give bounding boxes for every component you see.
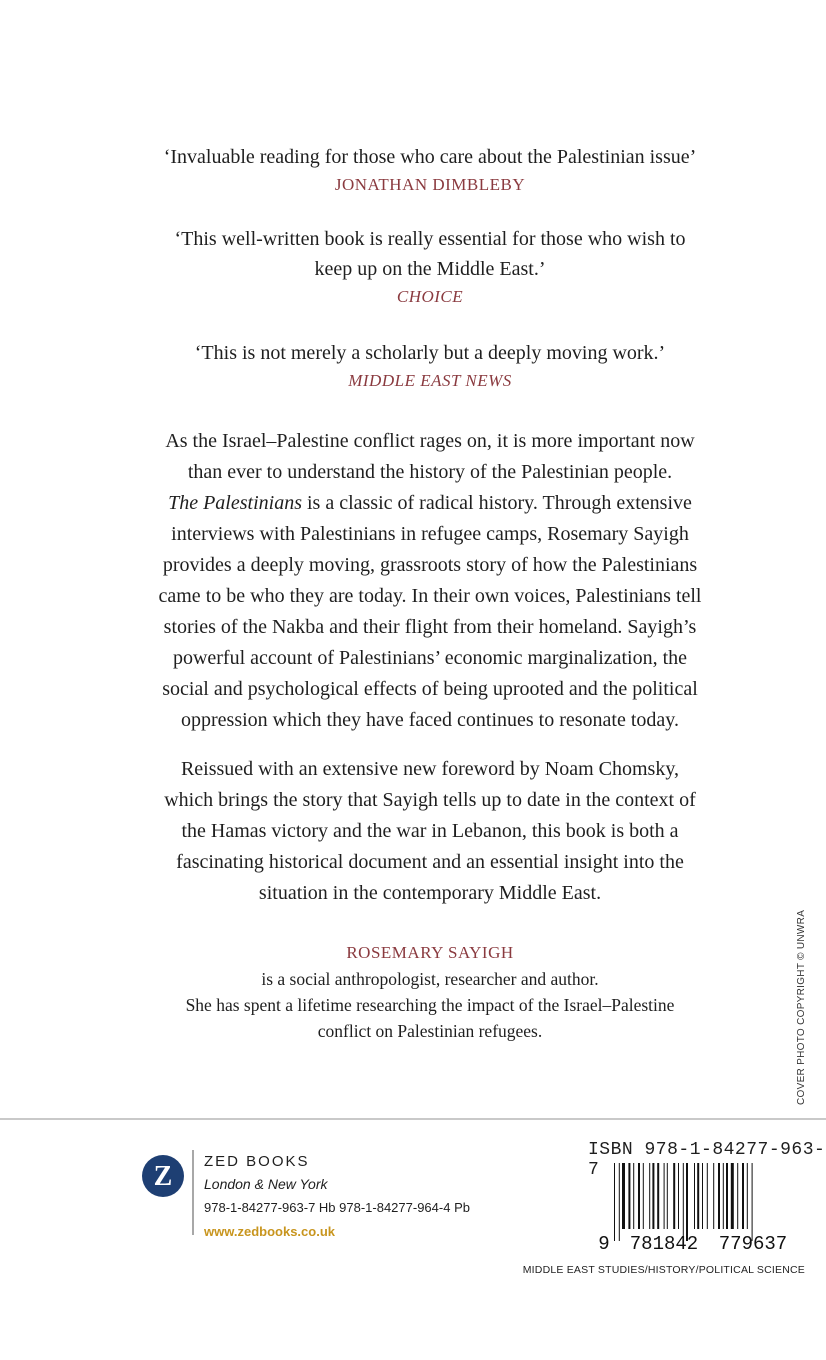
subject-category: MIDDLE EAST STUDIES/HISTORY/POLITICAL SCIENCE xyxy=(522,1264,805,1276)
publisher-info xyxy=(204,1150,470,1242)
text-line: As the Israel–Palestine conflict rages on, it is more important now xyxy=(165,430,695,452)
author-name: ROSEMARY SAYIGH xyxy=(346,943,514,962)
barcode-bar xyxy=(726,1163,728,1229)
text-line: Reissued with an extensive new foreword by Noam Chomsky, xyxy=(180,758,680,780)
barcode-bar xyxy=(697,1163,699,1229)
barcode-bar xyxy=(628,1163,630,1229)
barcode-bar xyxy=(619,1163,620,1241)
bio-line: conflict on Palestinian refugees. xyxy=(317,1021,543,1041)
review-quote-2 xyxy=(100,224,760,310)
barcode-bar xyxy=(643,1163,644,1229)
description-paragraph-2 xyxy=(120,754,740,909)
isbn-label: ISBN 978-1-84277-963-7 xyxy=(588,1140,826,1180)
barcode-bar xyxy=(702,1163,703,1229)
barcode-bar xyxy=(737,1163,738,1229)
barcode-bar xyxy=(713,1163,714,1229)
text-line: oppression which they have faced continues to resonate today. xyxy=(181,709,679,731)
barcode-bar xyxy=(622,1163,625,1229)
barcode-bar xyxy=(731,1163,734,1229)
barcode-bar xyxy=(673,1163,675,1229)
logo-mark xyxy=(142,1155,184,1197)
barcode-bar xyxy=(638,1163,640,1229)
barcode-digits-left: 781842 xyxy=(629,1233,699,1253)
text-line: fascinating historical document and an essential insight into the xyxy=(176,851,684,873)
publisher-city: London & New York xyxy=(204,1176,328,1192)
barcode-bar xyxy=(686,1163,688,1241)
quote-source: CHOICE xyxy=(396,287,464,306)
text-line: stories of the Nakba and their flight from their homeland. Sayigh’s xyxy=(163,616,697,638)
publisher-website: www.zedbooks.co.uk xyxy=(204,1224,335,1239)
text-segment: is a classic of radical history. Through extensive xyxy=(301,492,692,514)
logo-divider xyxy=(192,1150,194,1235)
barcode-bar xyxy=(649,1163,650,1229)
barcode-bars xyxy=(614,1163,753,1241)
barcode-bar xyxy=(614,1163,615,1241)
quote-text: keep up on the Middle East.’ xyxy=(314,258,546,280)
text-line: came to be who they are today. In their own voices, Palestinians tell xyxy=(158,585,702,607)
barcode-bar xyxy=(664,1163,665,1229)
barcode-bar xyxy=(678,1163,679,1229)
barcode-bar xyxy=(752,1163,753,1241)
text-line: which brings the story that Sayigh tells up to date in the context of xyxy=(164,789,696,811)
barcode-bar xyxy=(718,1163,720,1229)
barcode-bar xyxy=(652,1163,654,1229)
barcode-bar xyxy=(707,1163,708,1229)
book-title: The Palestinians xyxy=(168,492,302,514)
text-line: powerful account of Palestinians’ economic marginalization, the xyxy=(172,647,688,669)
publisher-isbns: 978-1-84277-963-7 Hb 978-1-84277-964-4 Pb xyxy=(204,1200,470,1215)
barcode-bar xyxy=(694,1163,695,1229)
review-quote-3 xyxy=(100,338,760,394)
text-line: provides a deeply moving, grassroots story of how the Palestinians xyxy=(162,554,698,576)
bio-line: She has spent a lifetime researching the impact of the Israel–Palestine xyxy=(185,995,675,1015)
cover-photo-credit: COVER PHOTO COPYRIGHT © UNWRA xyxy=(796,909,807,1105)
barcode-bar xyxy=(742,1163,744,1229)
quote-text: ‘This is not merely a scholarly but a deeply moving work.’ xyxy=(194,342,666,364)
barcode-digits-right: 779637 xyxy=(718,1233,788,1253)
barcode-bar xyxy=(683,1163,684,1241)
text-line xyxy=(120,488,740,519)
isbn-barcode xyxy=(598,1163,804,1253)
barcode-bar xyxy=(633,1163,634,1229)
barcode-bar xyxy=(723,1163,724,1229)
description-paragraph-1 xyxy=(120,426,740,736)
zed-books-logo xyxy=(142,1155,184,1197)
text-line: social and psychological effects of being uprooted and the political xyxy=(162,678,698,700)
bio-line: is a social anthropologist, researcher and author. xyxy=(261,969,599,989)
text-line: the Hamas victory and the war in Lebanon, this book is both a xyxy=(181,820,679,842)
quote-text: ‘Invaluable reading for those who care about the Palestinian issue’ xyxy=(163,146,697,168)
publisher-name: ZED BOOKS xyxy=(204,1153,310,1170)
text-line: than ever to understand the history of the Palestinian people. xyxy=(187,461,673,483)
text-line: situation in the contemporary Middle East. xyxy=(258,882,602,904)
logo-letter: Z xyxy=(153,1161,173,1192)
text-line: interviews with Palestinians in refugee camps, Rosemary Sayigh xyxy=(171,523,689,545)
barcode-bar xyxy=(657,1163,659,1229)
barcode-digit-first: 9 xyxy=(598,1233,610,1253)
quote-text: ‘This well-written book is really essential for those who wish to xyxy=(174,228,686,250)
divider xyxy=(0,1118,826,1120)
author-bio xyxy=(140,940,720,1044)
barcode-bar xyxy=(667,1163,668,1229)
quote-source: MIDDLE EAST NEWS xyxy=(348,371,512,390)
quote-source: JONATHAN DIMBLEBY xyxy=(334,175,526,194)
review-quote-1 xyxy=(100,142,760,198)
barcode-bar xyxy=(747,1163,748,1229)
